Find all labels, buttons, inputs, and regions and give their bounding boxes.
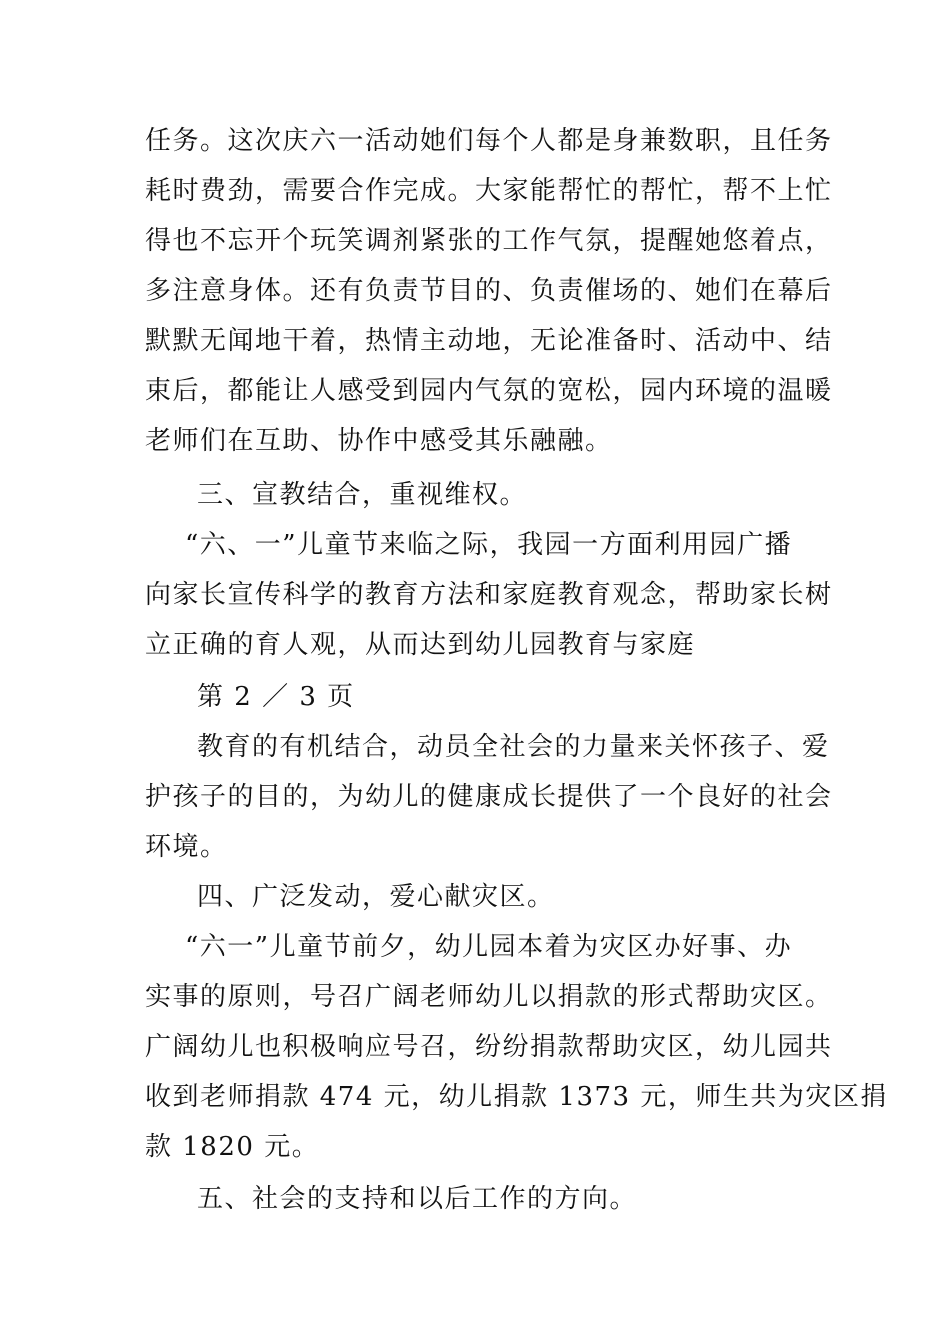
text-line: 任务。这次庆六一活动她们每个人都是身兼数职，且任务 bbox=[145, 126, 833, 156]
text-line: 得也不忘开个玩笑调剂紧张的工作气氛，提醒她悠着点， bbox=[145, 226, 833, 256]
text-line: 老师们在互助、协作中感受其乐融融。 bbox=[145, 426, 613, 456]
text-line: 立正确的育人观，从而达到幼儿园教育与家庭 bbox=[145, 630, 696, 660]
text-line: “六一”儿童节前夕，幼儿园本着为灾区办好事、办 bbox=[185, 932, 793, 962]
section-heading: 三、宣教结合，重视维权。 bbox=[197, 480, 528, 510]
text-line: 环境。 bbox=[145, 832, 228, 862]
section-heading: 五、社会的支持和以后工作的方向。 bbox=[197, 1184, 638, 1214]
text-line: 收到老师捐款 474 元，幼儿捐款 1373 元，师生共为灾区捐 bbox=[145, 1082, 888, 1112]
text-line: 实事的原则，号召广阔老师幼儿以捐款的形式帮助灾区。 bbox=[145, 982, 833, 1012]
text-line: 耗时费劲，需要合作完成。大家能帮忙的帮忙，帮不上忙 bbox=[145, 176, 833, 206]
text-line: 向家长宣传科学的教育方法和家庭教育观念，帮助家长树 bbox=[145, 580, 833, 610]
text-line: 教育的有机结合，动员全社会的力量来关怀孩子、爱 bbox=[197, 732, 830, 762]
text-line: 多注意身体。还有负责节目的、负责催场的、她们在幕后 bbox=[145, 276, 833, 306]
text-line: 束后，都能让人感受到园内气氛的宽松，园内环境的温暖 bbox=[145, 376, 833, 406]
page-number: 第 2 ／ 3 页 bbox=[197, 682, 355, 712]
text-line: 护孩子的目的，为幼儿的健康成长提供了一个良好的社会 bbox=[145, 782, 833, 812]
section-heading: 四、广泛发动，爱心献灾区。 bbox=[197, 882, 555, 912]
text-line: 默默无闻地干着，热情主动地，无论准备时、活动中、结 bbox=[145, 326, 833, 356]
text-line: 广阔幼儿也积极响应号召，纷纷捐款帮助灾区，幼儿园共 bbox=[145, 1032, 833, 1062]
text-line: “六、一”儿童节来临之际，我园一方面利用园广播 bbox=[185, 530, 793, 560]
text-line: 款 1820 元。 bbox=[145, 1132, 320, 1162]
